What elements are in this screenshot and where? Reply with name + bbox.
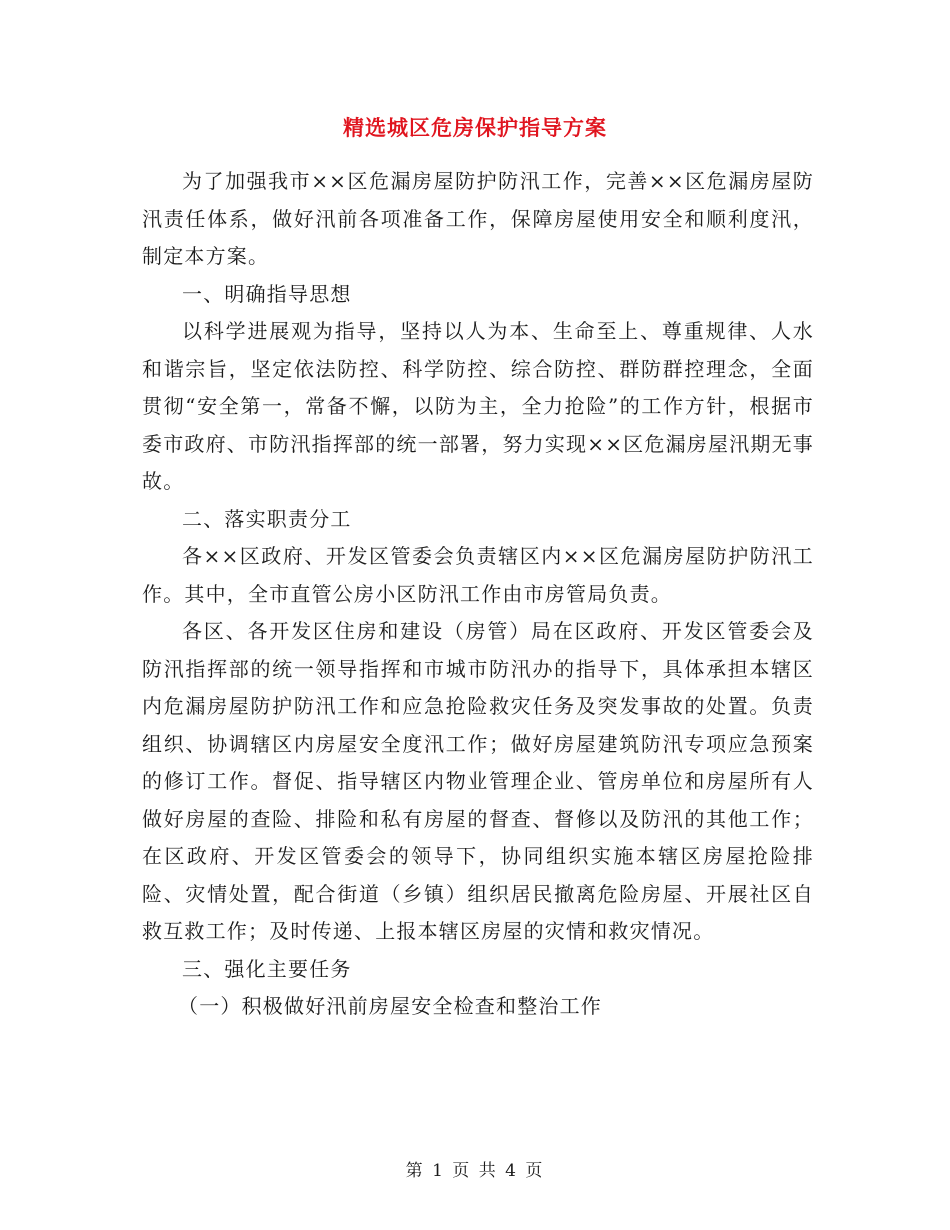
section-heading-1: 一、明确指导思想 [182,281,352,306]
section-heading-2: 二、落实职责分工 [182,506,352,531]
section-2-paragraph-2: 各区、各开发区住房和建设（房管）局在区政府、开发区管委会及防汛指挥部的统一领导指挥和市城市防汛办的指导下，具体承担本辖区内危漏房屋防护防汛工作和应急抢险救灾任务及突发事故的处置。负责组织、协调辖区内房屋安全度汛工作；做好房屋建筑防汛专项应急预案的修订工作。督促、指导辖区内物业管理企业、管房单位和房屋所有人做好房屋的查险、排险和私有房屋的督查、督修以及防汛的其他工作；在区政府、开发区管委会的领导下，协同组织实施本辖区房屋抢险排险、灾情处置，配合街道（乡镇）组织居民撤离危险房屋、开展社区自救互救工作；及时传递、上报本辖区房屋的灾情和救灾情况。 [142,619,814,943]
page-footer: 第 1 页 共 4 页 [405,1161,545,1181]
document-body [142,163,814,1026]
subsection-heading-1: （一）积极做好汛前房屋安全检查和整治工作 [178,994,602,1018]
section-heading-3: 三、强化主要任务 [182,956,352,981]
document-title: 精选城区危房保护指导方案 [343,116,607,140]
section-2-paragraph-1: 各××区政府、开发区管委会负责辖区内××区危漏房屋防护防汛工作。其中，全市直管公房小区防汛工作由市房管局负责。 [142,544,814,606]
intro-paragraph: 为了加强我市××区危漏房屋防护防汛工作，完善××区危漏房屋防汛责任体系，做好汛前各项准备工作，保障房屋使用安全和顺利度汛，制定本方案。 [142,169,814,268]
section-1-paragraph: 以科学进展观为指导，坚持以人为本、生命至上、尊重规律、人水和谐宗旨，坚定依法防控、科学防控、综合防控、群防群控理念，全面贯彻“安全第一，常备不懈，以防为主，全力抢险”的工作方针，根据市委市政府、市防汛指挥部的统一部署，努力实现××区危漏房屋汛期无事故。 [142,319,814,493]
